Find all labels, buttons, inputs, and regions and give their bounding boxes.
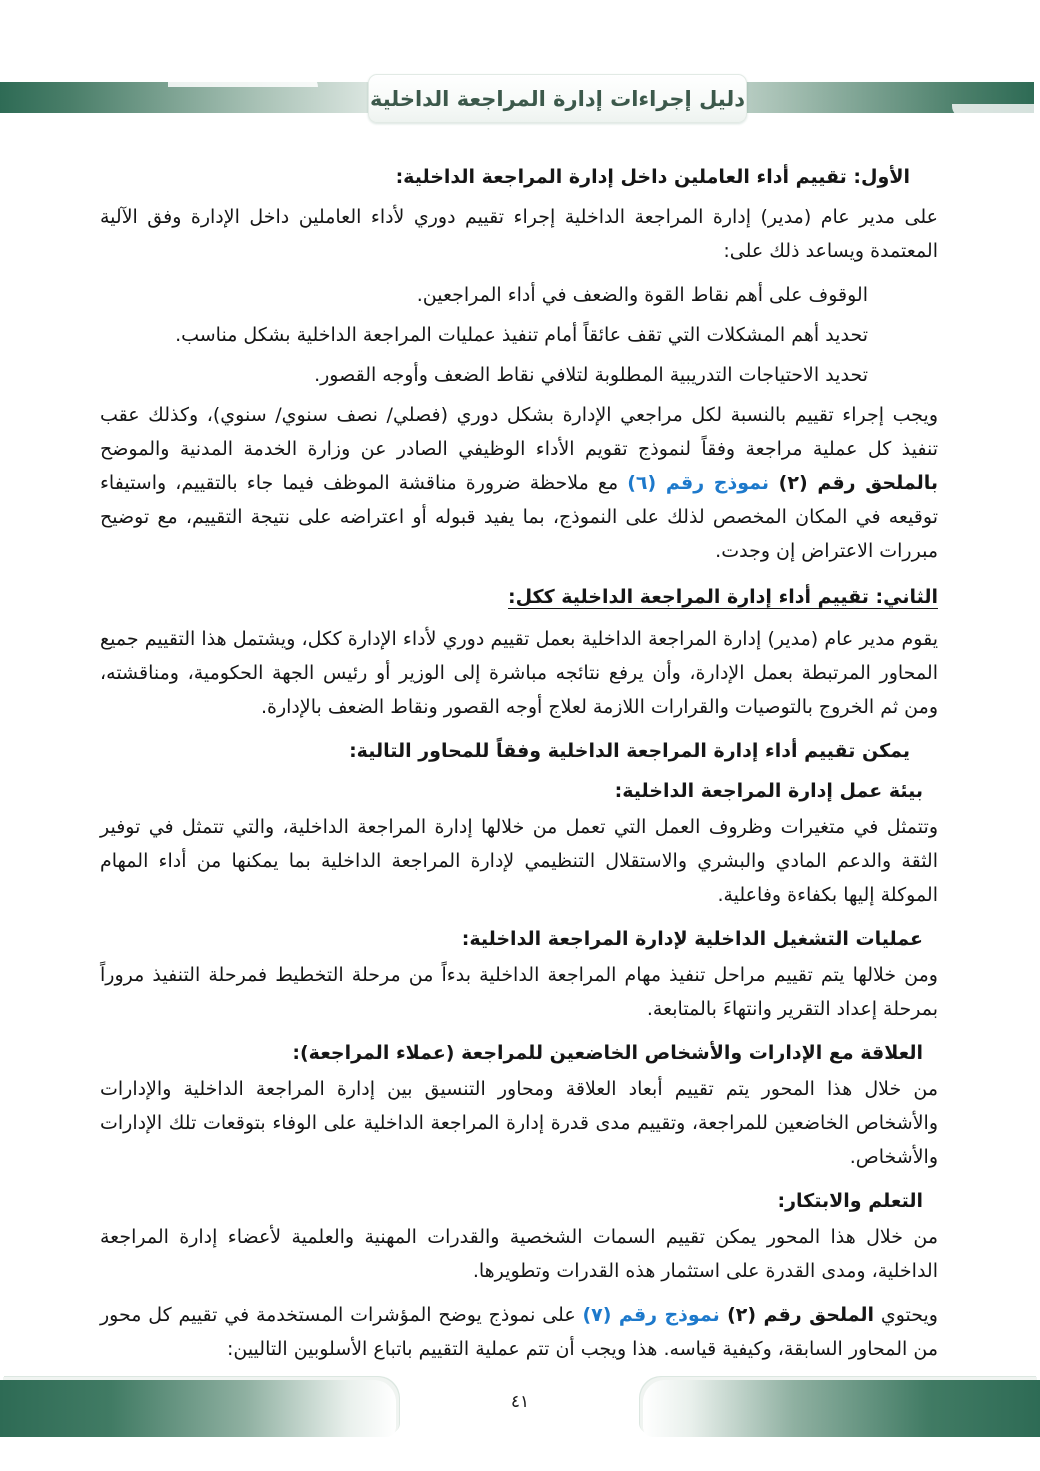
subheading: التعلم والابتكار: <box>777 1190 923 1212</box>
text-segment: مع ملاحظة ضرورة مناقشة الموظف فيما جاء بالتقييم، واستيفاء توقيعه في المكان المخصص لذلك على النموذج، بما يفيد قبوله أو اعتراضه على نتيجة التقييم، مع توضيح مبررات الاعتراض إن وجدت. <box>100 472 938 562</box>
paragraph: على مدير عام (مدير) إدارة المراجعة الداخلية إجراء تقييم دوري لأداء العاملين داخل الإدارة وفق الآلية المعتمدة ويساعد ذلك على: <box>100 206 938 262</box>
text-segment: الملحق رقم (٢) <box>719 1304 875 1326</box>
indent-line: الوقوف على أهم نقاط القوة والضعف في أداء المراجعين. <box>416 284 868 306</box>
paragraph: من خلال هذا المحور يتم تقييم أبعاد العلاقة ومحاور التنسيق بين إدارة المراجعة الداخلية والإدارات والأشخاص الخاضعين للمراجعة، وتقييم مدى قدرة إدارة المراجعة الداخلية على الوفاء بتوقعات تلك الإدارات والأشخاص. <box>100 1078 938 1168</box>
text-segment: على نموذج يوضح المؤشرات المستخدمة في تقييم كل محور من المحاور السابقة، وكيفية قياسه. هذا ويجب أن تتم عملية التقييم باتباع الأسلوبين التاليين: <box>100 1304 938 1360</box>
header-ornament-right <box>952 104 1040 118</box>
subheading: العلاقة مع الإدارات والأشخاص الخاضعين للمراجعة (عملاء المراجعة): <box>292 1042 923 1064</box>
text-segment: بالملحق رقم (٢) <box>769 472 938 494</box>
rich-paragraph <box>100 1298 938 1366</box>
document-body <box>100 150 938 1378</box>
header-title-tab <box>368 74 747 123</box>
paragraph: من خلال هذا المحور يمكن تقييم السمات الشخصية والقدرات المهنية والعلمية لأعضاء إدارة المراجعة الداخلية، ومدى القدرة على استثمار هذه القدرات وتطويرها. <box>100 1226 938 1282</box>
page-number: ٤١ <box>510 1392 530 1412</box>
form-reference-link[interactable]: نموذج رقم (٦) <box>627 472 770 494</box>
text-segment: ويحتوي <box>874 1304 938 1326</box>
header-ornament-left <box>168 75 318 87</box>
paragraph: وتتمثل في متغيرات وظروف العمل التي تعمل من خلالها إدارة المراجعة الداخلية، والتي تتمثل في توفير الثقة والدعم المادي والبشري والاستقلال التنظيمي لإدارة المراجعة الداخلية بما يمكنها من أداء المهام الموكلة إليها بكفاءة وفاعلية. <box>100 816 938 906</box>
footer-ornament-right <box>643 1380 1040 1437</box>
footer-ornament-left <box>0 1380 396 1437</box>
heading-underline: الثاني: تقييم أداء إدارة المراجعة الداخلية ككل: <box>508 586 938 608</box>
form-reference-link[interactable]: نموذج رقم (٧) <box>582 1304 720 1326</box>
heading: الأول: تقييم أداء العاملين داخل إدارة المراجعة الداخلية: <box>395 166 910 188</box>
subheading: عمليات التشغيل الداخلية لإدارة المراجعة الداخلية: <box>461 928 923 950</box>
document-title: دليل إجراءات إدارة المراجعة الداخلية <box>369 86 746 111</box>
heading: يمكن تقييم أداء إدارة المراجعة الداخلية وفقاً للمحاور التالية: <box>349 740 910 762</box>
indent-line: تحديد أهم المشكلات التي تقف عائقاً أمام تنفيذ عمليات المراجعة الداخلية بشكل مناسب. <box>175 324 868 346</box>
subheading: بيئة عمل إدارة المراجعة الداخلية: <box>614 780 923 802</box>
text-segment: ويجب إجراء تقييم بالنسبة لكل مراجعي الإدارة بشكل دوري (فصلي/ نصف سنوي/ سنوي)، وكذلك عقب تنفيذ كل عملية مراجعة وفقاً لنموذج تقويم الأداء الوظيفي الصادر عن وزارة الخدمة المدنية والموضح <box>100 404 938 460</box>
paragraph: يقوم مدير عام (مدير) إدارة المراجعة الداخلية بعمل تقييم دوري لأداء الإدارة ككل، ويشتمل هذا التقييم جميع المحاور المرتبطة بعمل الإدارة، وأن يرفع نتائجه مباشرة إلى الوزير أو رئيس الجهة الحكومية، ومناقشته، ومن ثم الخروج بالتوصيات والقرارات اللازمة لعلاج أوجه القصور ونقاط الضعف بالإدارة. <box>100 628 938 718</box>
paragraph: ومن خلالها يتم تقييم مراحل تنفيذ مهام المراجعة الداخلية بدءاً من مرحلة التخطيط فمرحلة التنفيذ مروراً بمرحلة إعداد التقرير وانتهاءَ بالمتابعة. <box>100 964 938 1020</box>
indent-line: تحديد الاحتياجات التدريبية المطلوبة لتلافي نقاط الضعف وأوجه القصور. <box>314 364 868 386</box>
rich-paragraph <box>100 398 938 568</box>
